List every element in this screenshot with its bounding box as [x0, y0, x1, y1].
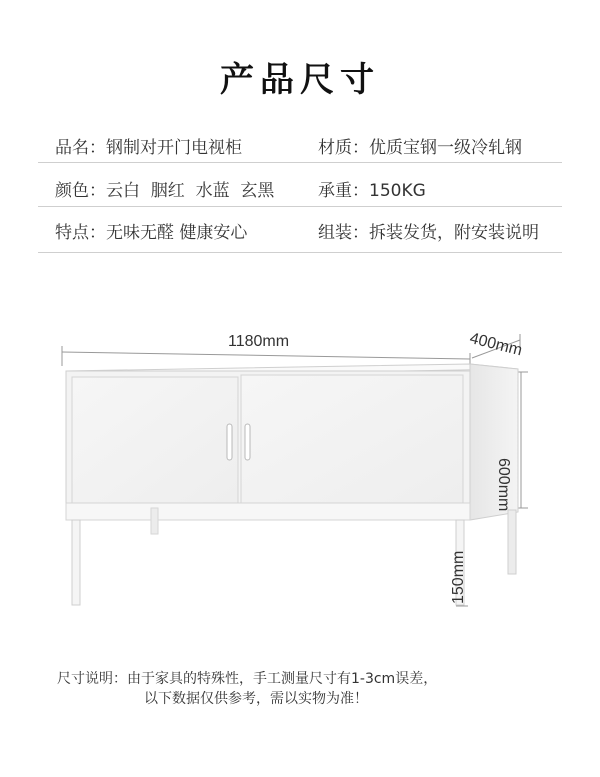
spec-label: 材质： — [318, 138, 369, 158]
leg-front-left — [72, 520, 80, 605]
right-handle — [245, 424, 250, 460]
spec-value: 拆装发货，附安装说明 — [369, 223, 539, 243]
left-door — [72, 377, 238, 503]
spec-label: 组装： — [318, 223, 369, 243]
size-note-line2: 以下数据仅供参考，需以实物为准！ — [144, 691, 368, 707]
spec-value: 优质宝钢一级冷轧钢 — [369, 138, 522, 158]
page-title: 产品尺寸 — [220, 60, 380, 100]
spec-label: 特点： — [55, 223, 106, 243]
right-door — [241, 375, 463, 503]
spec-value: 150KG — [369, 181, 426, 201]
depth-label: 400mm — [467, 330, 524, 360]
spec-label: 承重： — [318, 181, 369, 201]
spec-value: 钢制对开门电视柜 — [106, 138, 242, 158]
width-label: 1180mm — [228, 333, 290, 350]
cabinet-bottom-ledge — [66, 503, 470, 520]
height-label: 600mm — [495, 458, 512, 512]
spec-label: 品名： — [55, 138, 106, 158]
spec-value: 无味无醛 健康安心 — [106, 223, 248, 243]
spec-label: 颜色： — [55, 181, 106, 201]
leg-back-left — [151, 508, 158, 534]
size-note-line1: 尺寸说明：由于家具的特殊性，手工测量尺寸有1-3cm误差， — [57, 671, 438, 687]
left-handle — [227, 424, 232, 460]
leg-back-right — [508, 510, 516, 574]
leg-height-label: 150mm — [450, 550, 467, 604]
spec-value: 云白 胭红 水蓝 玄黑 — [106, 181, 275, 201]
